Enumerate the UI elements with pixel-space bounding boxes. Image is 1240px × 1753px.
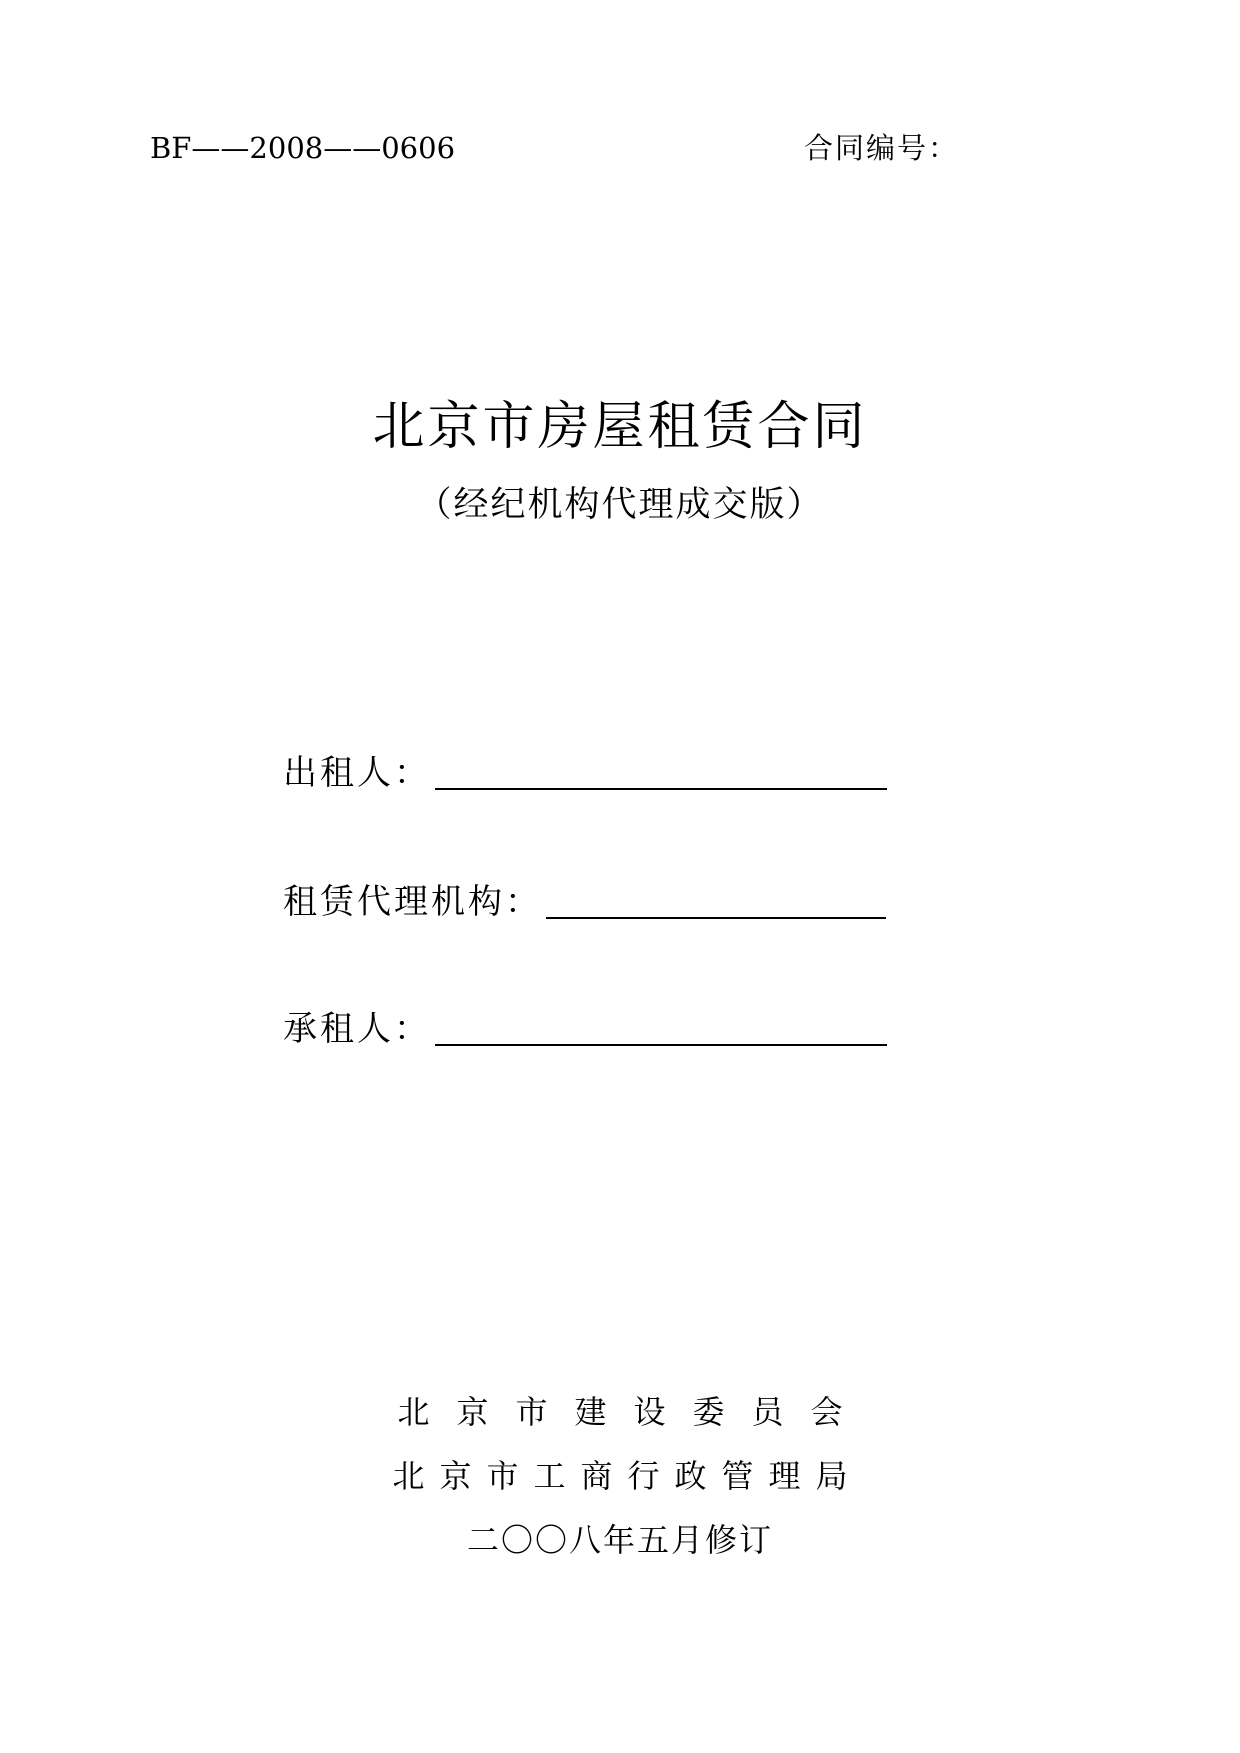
revision-date: 二〇〇八年五月修订	[466, 1521, 773, 1559]
lessee-field	[283, 1002, 887, 1052]
lessor-field	[283, 746, 887, 796]
lessee-label: 承租人：	[283, 1009, 431, 1049]
lessor-label: 出租人：	[283, 753, 431, 793]
document-title: 北京市房屋租赁合同	[372, 397, 868, 457]
lessor-blank-line[interactable]	[435, 744, 887, 790]
document-subtitle: （经纪机构代理成交版）	[416, 485, 824, 525]
lessee-blank-line[interactable]	[435, 1000, 887, 1046]
issuer-industry-commerce-bureau: 北京市工商行政管理局	[392, 1457, 863, 1495]
agency-field	[283, 875, 886, 925]
form-code: BF——2008——0606	[150, 131, 456, 165]
agency-label: 租赁代理机构：	[283, 882, 542, 922]
issuer-construction-commission: 北京市建设委员会	[397, 1393, 870, 1431]
contract-number-label: 合同编号：	[804, 131, 960, 165]
agency-blank-line[interactable]	[546, 873, 886, 919]
